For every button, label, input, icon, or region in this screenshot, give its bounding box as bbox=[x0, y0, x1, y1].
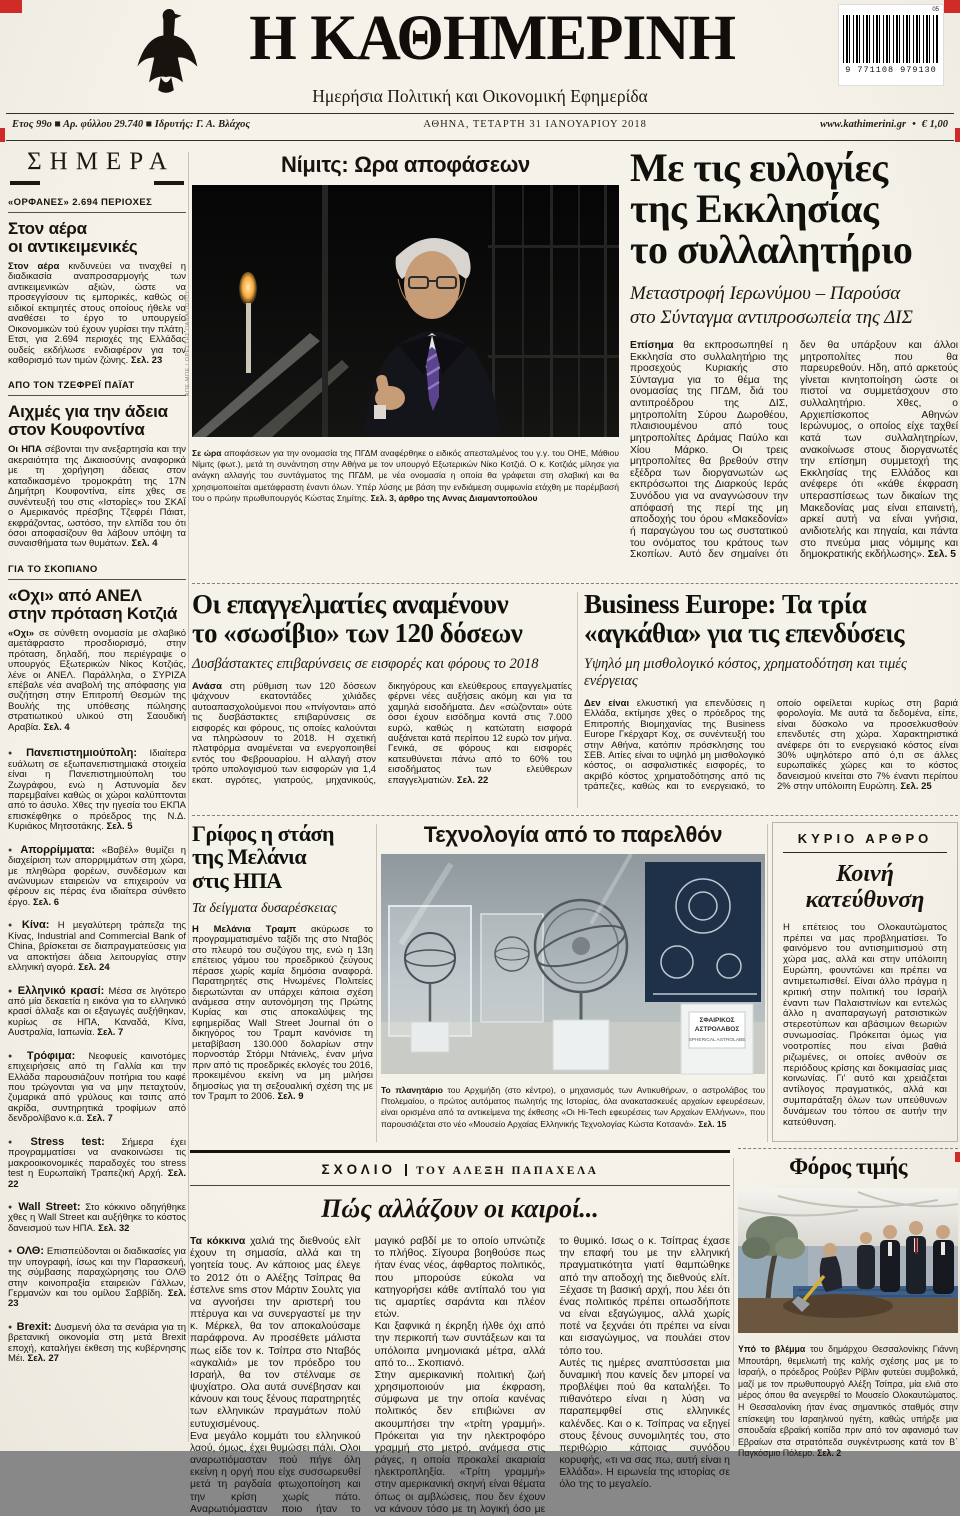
brief-term: Wall Street: bbox=[18, 1200, 81, 1213]
bullet-icon: ● bbox=[8, 1052, 23, 1060]
dateline bbox=[12, 119, 948, 130]
sidebar-brief-trofima bbox=[8, 1050, 186, 1125]
headline-line: Με τις ευλογίες bbox=[630, 145, 888, 190]
tribute-headline: Φόρος τιμής bbox=[789, 1154, 907, 1179]
business-headline bbox=[584, 590, 958, 648]
commentary-body bbox=[190, 1236, 730, 1516]
bullet-icon: ● bbox=[8, 750, 23, 758]
nimitz-photo-story bbox=[192, 152, 619, 504]
decorative-bar bbox=[10, 181, 40, 185]
headline-line: στις ΗΠΑ bbox=[192, 867, 282, 893]
headline-line: «Οχι» από ΑΝΕΛ bbox=[8, 585, 142, 605]
price-separator: • bbox=[912, 119, 916, 130]
sidebar-brief-brexit bbox=[8, 1321, 186, 1365]
headline-line: οι αντικειμενικές bbox=[8, 237, 138, 257]
editorial-headline bbox=[783, 861, 947, 914]
story-lead: «Οχι» bbox=[8, 627, 35, 639]
story-headline bbox=[8, 403, 186, 439]
brief-text: Δυσμενή όλα τα σενάρια για τη βρετανική οικονομία στη μετά Brexit εποχή, καταλήγει έκθεση της κυβέρνησης Μέι. bbox=[8, 1321, 187, 1365]
exhibit-sign-line: ΑΣΤΡΟΛΑΒΟΣ bbox=[694, 1026, 740, 1033]
headline-line: «αγκάθια» για τις επενδύσεις bbox=[584, 617, 904, 648]
print-registration-mark bbox=[955, 128, 960, 142]
masthead-rule bbox=[6, 113, 954, 114]
brief-text: «Βαβέλ» θυμίζει η διαχείριση των απορριμμάτων στη χώρα, με πληθώρα φορέων, συνδέσμων και ανώνυμων εταιρειών να επιχειρούν να φέρουν εις πέρας ένα ιδιαίτερα σύνθετο έργο. bbox=[8, 844, 186, 908]
sidebar-brief-panepistimioupoli bbox=[8, 747, 186, 833]
issue-barcode bbox=[838, 4, 944, 86]
bullet-icon: ● bbox=[8, 987, 14, 995]
brief-term: Κίνα: bbox=[21, 919, 50, 932]
story-text: θα εκπροσωπηθεί η Εκκλησία στο συλλαλητήριο της προσεχούς Κυριακής στο Σύνταγμα για το θέμα της ονομασίας της ΠΓΔΜ, διά του αντιπροέδρου της ΔΙΣ, μητροπολίτη Σύρου Δωροθέου, πλαισιουμένου από τους μητροπολίτες Δράμας Παύλο και Χίου Μάρκο. Οι τρεις μητροπολίτες θα βρεθούν στην εξέδρα των διοργανωτών ως εκπρόσωποι της Διαρκούς Ιεράς Συνόδου για να αναγνώσουν την απόφασή της περί της μη αποδοχής του όρου «Μακεδονία» ή παραγώγου του ως συστατικού του ονόματος του κράτους των Σκοπίων. Αυτό δεν σημαίνει ότι δεν θα υπάρξουν και άλλοι μητροπολίτες που θα παρευρεθούν. Ηδη, από αρκετούς γίνεται κινητοποίηση ώστε οι πιστοί να συμμετάσχουν στο συλλαλητήριο. Χθες, ο Αρχιεπίσκοπος Αθηνών Ιερώνυμος, ο οποίος είχε ταχθεί κατά των συλλαλητηρίων, ανακοίνωσε στους διοργανωτές την επίσημη συμμετοχή της Εκκλησίας της Ελλάδος και ανέφερε ότι «κάθε έκφραση υπερασπίσεως των δικαίων της Μακεδονίας μας είναι επαινετή, αρκεί αυτή να είναι γνήσια, ανιδιοτελής και πηγαία, και πάντα στο πνεύμα μιας νόμιμης και δημοκρατικής εκδήλωσης». bbox=[630, 339, 958, 561]
commentary-rule bbox=[190, 1185, 730, 1186]
story-lead: Στον αέρα bbox=[8, 261, 60, 273]
bullet-icon: ● bbox=[8, 1138, 27, 1146]
page-ref: Σελ. 23 bbox=[130, 354, 163, 366]
commentary-author: ΤΟΥ ΑΛΕΞΗ ΠΑΠΑΧΕΛΑ bbox=[415, 1165, 599, 1177]
business-europe-story bbox=[584, 590, 958, 793]
section-divider bbox=[192, 583, 958, 584]
story-lead: Οι ΗΠΑ bbox=[8, 444, 42, 456]
technology-title: Τεχνολογία από το παρελθόν bbox=[423, 822, 723, 847]
brief-text: Νεοφυείς καινοτόμες επιχειρήσεις από τη Γαλλία και την Ελλάδα παρουσιάζουν ποτήρια του καφέ που τρώγονται για να μην πεταχτούν, ζυμαρικά από γρύλους και τσιπς από ακρίδα, συντηρητικά τροφίμων από δενδρολίβανο κ.ά. bbox=[8, 1050, 186, 1125]
caption-lead: Σε ώρα bbox=[192, 448, 222, 458]
tribute-photo bbox=[738, 1188, 958, 1338]
brief-term: Απορρίμματα: bbox=[20, 843, 96, 856]
page-ref: Σελ. 27 bbox=[27, 1353, 59, 1365]
page-ref: Σελ. 25 bbox=[900, 781, 932, 793]
caption-text: του Αρχιμήδη (στο κέντρο), ο μηχανισμός των Αντικυθήρων, ο αστρολάβος του Πτολεμαίου, ο πρώτος αυτόματος πωλητής της Ιστορίας, όλα ανακατασκευές αρχαίων εφευρέσεων, είναι ορισμένα από τα αντικείμενα της έκθεσης «Οι Hi-Tech εφευρέσεις των Αρχαίων Ελλήνων», που παρουσιάζεται στο νέο «Μουσείο Αρχαίας Ελληνικής Τεχνολογίας Κώστα Κοτσανά». bbox=[381, 1085, 766, 1129]
story-body bbox=[8, 629, 186, 733]
story-lead: Δεν είναι bbox=[584, 697, 630, 709]
page-ref: Σελ. 24 bbox=[78, 962, 110, 974]
caption-lead: Υπό το βλέμμα bbox=[738, 1344, 806, 1354]
barcode-number: 9 771108 979130 bbox=[845, 65, 937, 75]
lead-headline bbox=[630, 145, 958, 272]
brief-term: Τρόφιμα: bbox=[26, 1049, 76, 1062]
column-rule bbox=[577, 592, 578, 808]
story-text: ελκυστική για επενδύσεις η Ελλάδα, εκτίμησε χθες ο πρόεδρος της Επιτροπής Βιομηχανίας της Business Europe Γκέρχαρτ Κοχ, σε συνέντευξή του στην Αθήνα, κατόπιν πρόσκλησης του ΣΕΒ. Αιτίες είναι το υψηλό μη μισθολογικό κόστος, οι ασφαλιστικές εισφορές, το ακριβό κόστος χρηματοδότησης από τις τράπεζες, καθώς και το ενεργειακό, το οποίο οφείλεται κυρίως στη βαριά φορολογία. Με αυτά τα δεδομένα, είπε, είναι δύσκολο να προσελκυσθούν επενδυτές στη χώρα. Χαρακτηριστικά ανέφερε ότι το ενεργειακό κόστος είναι 30% υψηλότερο από ό,τι σε άλλες ευρωπαϊκές χώρες και το κόστος δανεισμού κινείται στο 7% έναντι περίπου 2% στην υπόλοιπη Ευρώπη. bbox=[584, 697, 958, 793]
section-divider bbox=[738, 1148, 958, 1149]
business-body bbox=[584, 699, 958, 793]
nimitz-caption bbox=[192, 448, 619, 504]
sidebar-simera bbox=[8, 148, 186, 1445]
bullet-icon: ● bbox=[8, 1323, 13, 1331]
brief-term: Brexit: bbox=[16, 1320, 52, 1333]
commentary-paragraph bbox=[190, 1236, 361, 1431]
brief-text: Επισπεύδονται οι διαδικασίες για την υπογραφή, ίσως και την Παρασκευή, της σύμβασης παραχώρησης του ΟΛΘ στην κοινοπραξία εταιρειών Γάλλων, Γερμανών και του ομίλου Σαββίδη. bbox=[8, 1246, 186, 1300]
simera-divider bbox=[10, 181, 184, 185]
commentary-headline: Πώς αλλάζουν οι καιροί... bbox=[321, 1194, 599, 1223]
website-link[interactable]: www.kathimerini.gr bbox=[820, 119, 907, 130]
headline-line: στον Κουφοντίνα bbox=[8, 420, 145, 440]
page-ref: Σελ. 6 bbox=[32, 896, 60, 908]
barcode-issue-number: 05 bbox=[932, 7, 939, 13]
editorial-kyrio-arthro bbox=[772, 822, 958, 1142]
story-kicker: «ΟΡΦΑΝΕΣ» 2.694 ΠΕΡΙΟΧΕΣ bbox=[8, 197, 186, 213]
headline-line: Business Europe: Τα τρία bbox=[584, 589, 867, 619]
professionals-headline bbox=[192, 590, 572, 648]
story-text: ακύρωσε το προγραμματισμένο ταξίδι της στο Νταβός στο πλευρό του συζύγου της, ενώ η 13η επέτειος γάμου του προεδρικού ζεύγους πέρασε χωρίς καμία δημόσια αναφορά. Παρατηρητές στις Ηνωμένες Πολιτείες διερωτώνται αν υπάρχει κάποια σχέση ανάμεσα στην αυτονόμηση της Πρώτης Κυρίας και στις αποκαλύψεις της εφημερίδας Wall Street Journal ότι ο δικηγόρος του Τραμπ κανόνισε τη μεταβίβαση 130.000 δολαρίων στην πορνοστάρ Στόρμι Ντάνιελς, έναν μήνα πριν από τις προεδρικές εκλογές του 2016, προκειμένου εκείνη να μη μιλήσει δημοσίως για τη σεξουαλική σχέση της με τον Τραμπ το 2006. bbox=[192, 923, 373, 1102]
price: € 1,00 bbox=[921, 119, 948, 130]
story-headline bbox=[8, 587, 186, 623]
brief-text: Σήμερα έχει προγραμματίσει να ανακοινώσει τις μακροοικονομικές παραδοχές του stress test η Ευρωπαϊκή Τραπεζική Αρχή. bbox=[8, 1136, 187, 1180]
section-divider bbox=[192, 815, 958, 816]
brief-text: Μέσα σε λιγότερο από μία δεκαετία η εικόνα για το ελληνικό κρασί άλλαξε και οι εξαγωγές αυξήθηκαν, κυρίως σε ΗΠΑ, Καναδά, Κίνα, Αυστραλία, Ιαπωνία. bbox=[8, 985, 186, 1039]
print-registration-mark bbox=[0, 0, 22, 13]
page-ref: Σελ. 7 bbox=[86, 1113, 113, 1125]
page-ref: Σελ. 22 bbox=[8, 1168, 186, 1190]
deck-line: στο Σύνταγμα αντιπροσωπεία της ΔΙΣ bbox=[630, 307, 913, 329]
caption-text: του δημάρχου Θεσσαλονίκης Γιάννη Μπουτάρη, θεμελιωτή της καλής σχέσης μας με το Ισραήλ, ο πρόεδρος Ρούβεν Ρίβλιν φυτεύει συμβολικά, μαζί με τον πρωθυπουργό Αλέξη Τσίπρα, μία ελιά στο μέρος όπου θα ανεγερθεί το Μουσείο Ολοκαυτώματος. Η Θεσσαλονίκη ήταν ένας σημαντικός σταθμός στην επίσκεψη του Ισραηλινού ηγέτη, καθώς υπήρξε μια σπουδαία εβραϊκή κοιτίδα πριν από τον αφανισμό των Εβραίων στα στρατόπεδα συγκέντρωσης κατά τον Β΄ Παγκόσμιο Πόλεμο. bbox=[738, 1344, 958, 1459]
column-rule bbox=[767, 824, 768, 1142]
deck-line: Μεταστροφή Ιερωνύμου – Παρούσα bbox=[630, 283, 901, 305]
page-ref: Σελ. 22 bbox=[456, 774, 489, 786]
page-ref: Σελ. 4 bbox=[43, 721, 70, 733]
nimitz-title: Νίμιτς: Ωρα αποφάσεων bbox=[280, 152, 530, 177]
melania-story bbox=[192, 822, 373, 1142]
headline-line: κατεύθυνση bbox=[805, 887, 925, 914]
simera-title: ΣΗΜΕΡΑ bbox=[27, 148, 175, 175]
story-lead: Τα κόκκινα bbox=[190, 1236, 246, 1247]
melania-deck: Τα δείγματα δυσαρέσκειας bbox=[192, 900, 337, 916]
bullet-icon: ● bbox=[8, 922, 18, 930]
headline-line: Οι επαγγελματίες αναμένουν bbox=[192, 589, 509, 619]
column-rule bbox=[733, 1158, 734, 1446]
story-body bbox=[8, 445, 186, 549]
commentary-sxolio bbox=[190, 1157, 730, 1515]
sidebar-brief-stress-test bbox=[8, 1136, 186, 1190]
story-text: σέβονται την ανεξαρτησία και την ακεραιότητα της Δικαιοσύνης αναφορικά με τη χορήγηση άδειας στον καταδικασμένο τρομοκράτη της 17Ν Δημήτρη Κουφοντίνα, είπε χθες σε συνέντευξή του στις «Ιστορίες» του ΣΚΑΪ ο Αμερικανός πρέσβης Τζεφρέι Πάιατ, εκφράζοντας, ωστόσο, την ελπίδα του ότι όσοι αποφασίζουν θα λάβουν υπόψη τα συναισθήματα των θυμάτων. bbox=[8, 444, 186, 550]
sidebar-story-koufontinas bbox=[8, 380, 186, 549]
story-text: στη ρύθμιση των 120 δόσεων ψάχνουν εκατοντάδες χιλιάδες αυτοαπασχολούμενοι που «πνίγονται» από τις δυσβάστακτες επιβαρύνσεις σε εισφορές και φόρους, τις οποίες καλούνται να πληρώσουν το 2018. Η σχετική πλατφόρμα αναμένεται να ενεργοποιηθεί εντός του Φεβρουαρίου. Η αλλαγή στον τρόπο υπολογισμού των εισφορών για 1,4 εκατ. αγρότες, γιατρούς, μηχανικούς, δικηγόρους και ελεύθερους επαγγελματίες φέρνει νέες αυξήσεις ακόμη και για τα χαμηλά εισοδήματα. Δεν «σώζονται» ούτε όσοι έχουν εισόδημα κοντά στις 7.000 ευρώ, καθώς η κατώτατη εισφορά αυξάνεται κατά περίπου 12 ευρώ τον μήνα. Γενικά, σε φόρους και εισφορές κατευθύνεται πάνω από το 60% του εισοδήματος των ελεύθερων επαγγελματιών. bbox=[192, 680, 572, 786]
professionals-deck: Δυσβάστακτες επιβαρύνσεις σε εισφορές και φόρους το 2018 bbox=[192, 655, 539, 672]
sidebar-brief-krasi bbox=[8, 985, 186, 1039]
technology-caption bbox=[381, 1085, 765, 1130]
sidebar-brief-wall-street bbox=[8, 1201, 186, 1234]
story-text: κινδυνεύει να τιναχθεί η διαδικασία αναπροσαρμογής των αντικειμενικών αξιών, ώστε να προσεγγίσουν τις εμπορικές, καθώς οι ειδικοί εκτιμητές στους οποίους ήθελε να αναθέσει το έργο το υπουργείο Οικονομικών τού έχουν γυρίσει την πλάτη. Ετσι, για 2.694 περιοχές της Ελλάδας ουδείς εκδήλωσε ενδιαφέρον για τον καθορισμό των τιμών ζώνης. bbox=[8, 261, 186, 366]
headline-line: το «σωσίβιο» των 120 δόσεων bbox=[192, 617, 523, 648]
page-ref: Σελ. 15 bbox=[698, 1118, 727, 1129]
page-ref: Σελ. 5 bbox=[106, 821, 133, 833]
story-lead: Ανάσα bbox=[192, 680, 222, 692]
brief-text: Στο κόκκινο οδηγήθηκε χθες η Wall Street και αυξήθηκε το κόστος δανεισμού των ΗΠΑ. bbox=[8, 1201, 186, 1234]
story-body bbox=[8, 262, 186, 366]
melania-headline bbox=[192, 822, 373, 892]
brief-term: Πανεπιστημιούπολη: bbox=[26, 747, 137, 760]
headline-line: Γρίφος η στάση bbox=[192, 821, 334, 846]
page-ref: Σελ. 32 bbox=[98, 1222, 130, 1234]
story-kicker: ΓΙΑ ΤΟ ΣΚΟΠΙΑΝΟ bbox=[8, 564, 186, 580]
editorial-body: Η επέτειος του Ολοκαυτώματος πρέπει να μας προβληματίσει. Το φαινόμενο του αντισημιτισμού στη χώρα μας, αλλά και στην υπόλοιπη Ευρώπη, φουντώνει και πρέπει να αντιμετωπισθεί. Είναι άλλο πράγμα η κριτική στην πολιτική του Ισραήλ έναντι των Παλαιστινίων και εντελώς άλλο η αναπαραγωγή ρατσιστικών στερεοτύπων και αβάσιμων θεωριών συνωμοσίας. Πρόκειται όμως για νοοτροπίες που είναι βαθιά ριζωμένες, οι οποίες ανθούν σε περιόδους κρίσης και δοκιμασίας μιας κοινωνίας. Γι' αυτό και χρειάζεται αντίλογος πραγματικός, αλλά και συμπαράταξη όλων των υπεύθυνων δυνάμεων του τόπου σε αυτήν την κατεύθυνση. bbox=[783, 921, 947, 1128]
business-deck: Υψηλό μη μισθολογικό κόστος, χρηματοδότηση και τιμές ενέργειας bbox=[584, 655, 907, 689]
decorative-bar bbox=[154, 181, 184, 185]
page-ref: Σελ. 23 bbox=[8, 1288, 186, 1310]
page-ref: Σελ. 7 bbox=[97, 1027, 124, 1039]
tribute-story bbox=[738, 1150, 958, 1460]
story-text: σε σύνθετη ονομασία με σλαβικό αμετάφραστο προσδιορισμό, στην πρόταση, δηλαδή, που περιέγραψε ο υπουργός Εξωτερικών Νίκος Κοτζιάς, λένε οι ΑΝΕΛ. Παράλληλα, ο ΣΥΡΙΖΑ επέβαλε νέα αναβολή της απόφασης για συζήτηση στην Επιτροπή Θεσμών της Βουλής της υπόθεσης πώλησης στρατιωτικού υλικού στη Σαουδική Αραβία. bbox=[8, 627, 186, 733]
page-ref: Σελ. 5 bbox=[927, 549, 956, 561]
commentary-section-label: ΣΧΟΛΙΟ bbox=[321, 1162, 396, 1177]
headline-line: Αιχμές για την άδεια bbox=[8, 402, 168, 422]
photo-credit: ΑΠΕ-ΜΠΕ / ΟΡΕΣΤΗΣ ΠΑΝΑΓΙΩΤΟΥ bbox=[185, 290, 191, 397]
sidebar-brief-olth bbox=[8, 1245, 186, 1310]
commentary-header bbox=[190, 1157, 730, 1179]
technology-photo-story bbox=[381, 822, 765, 1130]
editorial-kicker: ΚΥΡΙΟ ΑΡΘΡΟ bbox=[783, 831, 947, 853]
barcode-bars-icon bbox=[843, 15, 939, 63]
story-lead: Η Μελάνια Τραμπ bbox=[192, 923, 297, 935]
headline-line: της Εκκλησίας bbox=[630, 185, 879, 231]
melania-body bbox=[192, 925, 373, 1102]
bullet-icon: ● bbox=[8, 846, 17, 854]
brief-term: Ελληνικό κρασί: bbox=[17, 984, 105, 997]
caption-text: αποφάσεων για την ονομασία της ΠΓΔΜ αναφέρθηκε ο ειδικός απεσταλμένος του γ.γ. του ΟΗΕ, Μάθιου Νίμιτς (φωτ.), μετά τη συνάντηση στην Αθήνα με τον υπουργό Εξωτερικών Νίκο Κοτζιά. Ο κ. Κοτζιάς μίλησε για ανάγκη αλλαγής του συντάγματος της ΠΓΔΜ, με νέα ονομασία η οποία θα γράφεται στη σλαβική και θα χρησιμοποιείται αμετάφραστη έναντι όλων. Υπέρ λύσης με βάση την ενδιάμεση συμφωνία ετάχθη με παρέμβασή του ο πρώην πρωθυπουργός Κώστας Σημίτης. bbox=[192, 448, 619, 503]
headline-line: το συλλαλητήριο bbox=[630, 226, 913, 272]
technology-photo bbox=[381, 854, 765, 1079]
masthead-title: Η ΚΑΘΗΜΕΡΙΝΗ bbox=[249, 2, 736, 74]
masthead-rule bbox=[6, 140, 954, 141]
paragraph-text: χαλιά της διεθνούς ελίτ έχουν τη σημασία, αλλά και τη γοητεία τους. Αν κάποιος μας έλεγε το 2012 ότι ο Αλέξης Τσίπρας θα έστελνε sms στον Μάρτιν Σουλτς για να αγνοήσει την αριστερή του πτέρυγα και να συνεργαστεί με την κ. Μέρκελ, θα τον αποκαλούσαμε παράφρονα. Αν προσέθετε μάλιστα πως είδε τον κ. Τσίπρα στο Νταβός «αγκαλιά» με τον πρόεδρο του Ισραήλ, θα τον στέλναμε σε ψυχίατρο. Ολα αυτά συνέβησαν και κάνουν και τους ξένους παρατηρητές των ελληνικών πραγμάτων πολύ ευτυχισμένους. bbox=[190, 1236, 361, 1430]
bullet-icon: ● bbox=[8, 1203, 15, 1211]
headline-line: Στον αέρα bbox=[8, 219, 87, 238]
commentary-paragraph: Στην αμερικανική πολιτική ζωή χρησιμοποιούν μια έκφραση, σύμφωνα με την οποία κανένας πολιτικός δεν επιβιώνει αν ακουμπήσει την «τρίτη γραμμή». Πρόκειται για την ηλεκτροφόρο γραμμή στο μετρό, ανάμεσα στις ράγες, η οποία προκαλεί ακαριαία ηλεκτροπληξία. «Τρίτη γραμμή» στην αμερικανική σκηνή είναι θέματα όπως οι αμβλώσεις, που δεν έχουν να κάνουν τόσο με τη λογική όσο με το θυμικό. Ισως ο κ. Τσίπρας έχασε την επαφή του με την ελληνική πραγματικότητα γιατί θαμπώθηκε από την αποδοχή της διεθνούς ελίτ. Ξέχασε τη βασική αρχή, που λέει ότι ένας πολιτικός πρέπει οπωσδήποτε να είναι εξαγώγιμος, αλλά χωρίς ποτέ να ξεχνάει ότι πρέπει να είναι και εισαγώγιμος, να πουλάει στον τόπο του. bbox=[374, 1236, 730, 1515]
commentary-paragraph: Ενα μεγάλο κομμάτι του ελληνικού λαού, όμως, έχει θυμώσει πάλι. Ολοι αναρωτιόμασταν πού πήγε όλη εκείνη η οργή που είχε συσσωρευθεί μετά τη ραγδαία φτωχοποίηση και την κρίση χωρίς πάτο. Αναρωτιόμασταν ποιο ήταν το μαγικό ραβδί με το οποίο υπνώτιζε το πλήθος. Σίγουρα βοηθούσε πως ήταν ένας νέος, άφθαρτος πολιτικός, που μπορούσε εύκολα να κατηγορήσει κάθε αντίπαλό του για τις αμαρτίες σαράντα και πλέον ετών. bbox=[190, 1236, 546, 1515]
lead-body bbox=[630, 340, 958, 561]
lead-deck bbox=[630, 282, 958, 330]
brief-text: Ιδιαίτερα ευάλωτη σε εξωπανεπιστημιακά στοιχεία είναι η Πανεπιστημιούπολη του Ζωγράφου, ενώ η Αστυνομία δεν παρεμβαίνει καθώς οι χώροι καλύπτονται από το άσυλο. Χθες την ηγεσία του ΕΚΠΑ επισκέφθηκε ο πρόεδρος της Ν.Δ. Κυριάκος Μητσοτάκης. bbox=[8, 748, 187, 833]
exhibit-sign-line: SPHERICAL ASTROLABE bbox=[688, 1038, 746, 1043]
masthead-subtitle: Ημερήσια Πολιτική και Οικονομική Εφημερίδα bbox=[312, 86, 648, 106]
column-rule bbox=[376, 824, 377, 1142]
header-divider bbox=[405, 1164, 407, 1176]
commentary-paragraph: Και ξαφνικά η έκρηξη ήλθε όχι από την περικοπή των συντάξεων και τα υπόλοιπα μνημονιακά μέτρα, αλλά από το... Σκοπιανό. bbox=[374, 1321, 546, 1369]
commentary-top-rule bbox=[190, 1150, 730, 1153]
story-lead: Επίσημα bbox=[630, 339, 674, 351]
page-ref: Σελ. 4 bbox=[131, 538, 158, 550]
brief-term: ΟΛΘ: bbox=[16, 1245, 45, 1258]
headline-line: Κοινή bbox=[836, 861, 894, 887]
commentary-paragraph: Αυτές τις ημέρες αναπτύσσεται μια δυναμική που κανείς δεν μπορεί να προβλέψει πού θα καταλήξει. Το πιθανότερο είναι η λύση να παραπεμφθεί στις ελληνικές καλένδες. Και ο κ. Τσίπρας να εξηγεί στους ξένους συνομιλητές του, στο περιθώριο κάποιας συνόδου κορυφής, «τι να σας πω, αυτή είναι η Ελλάδα». Η ειρωνεία της ιστορίας σε όλο της το μεγαλείο. bbox=[559, 1357, 730, 1491]
print-registration-mark bbox=[944, 0, 960, 13]
issue-info: Ετος 99ο ■ Αρ. φύλλου 29.740 ■ Ιδρυτής: Γ. Α. Βλάχος bbox=[12, 119, 251, 130]
headline-line: της Μελάνια bbox=[192, 844, 307, 870]
caption-lead: Το πλανητάριο bbox=[381, 1085, 443, 1095]
professionals-story bbox=[192, 590, 572, 786]
brief-text: Η μεγαλύτερη τράπεζα της Κίνας, Industrial and Commercial Bank of China, βρίσκεται σε διαπραγματεύσεις για να αποκτήσει άδεια λειτουργίας στην ελληνική αγορά. bbox=[8, 920, 186, 974]
story-headline bbox=[8, 220, 186, 256]
page-ref: Σελ. 3, άρθρο της Αννας Διαμαντοπούλου bbox=[370, 492, 538, 503]
sidebar-story-anel bbox=[8, 564, 186, 733]
page-ref: Σελ. 9 bbox=[277, 1090, 304, 1102]
headline-line: στην πρόταση Κοτζιά bbox=[8, 603, 178, 623]
sidebar-story-antikeimenikes bbox=[8, 197, 186, 366]
story-kicker: ΑΠΟ ΤΟΝ ΤΖΕΦΡΕΪ ΠΑΪΑΤ bbox=[8, 380, 186, 396]
sidebar-brief-kina bbox=[8, 919, 186, 973]
brief-term: Stress test: bbox=[30, 1135, 105, 1148]
sidebar-brief-aporrimmata bbox=[8, 844, 186, 909]
tribute-caption bbox=[738, 1344, 958, 1460]
website-price bbox=[820, 119, 948, 130]
edition-date: ΑΘΗΝΑ, ΤΕΤΑΡΤΗ 31 ΙΑΝΟΥΑΡΙΟΥ 2018 bbox=[423, 119, 647, 130]
bullet-icon: ● bbox=[8, 1248, 13, 1256]
print-registration-mark bbox=[0, 128, 5, 142]
page-ref: Σελ. 2 bbox=[817, 1448, 842, 1459]
professionals-body bbox=[192, 682, 572, 786]
exhibit-sign-line: ΣΦΑΙΡΙΚΟΣ bbox=[699, 1017, 735, 1024]
nimitz-photo bbox=[192, 185, 619, 442]
lead-story bbox=[630, 145, 958, 561]
